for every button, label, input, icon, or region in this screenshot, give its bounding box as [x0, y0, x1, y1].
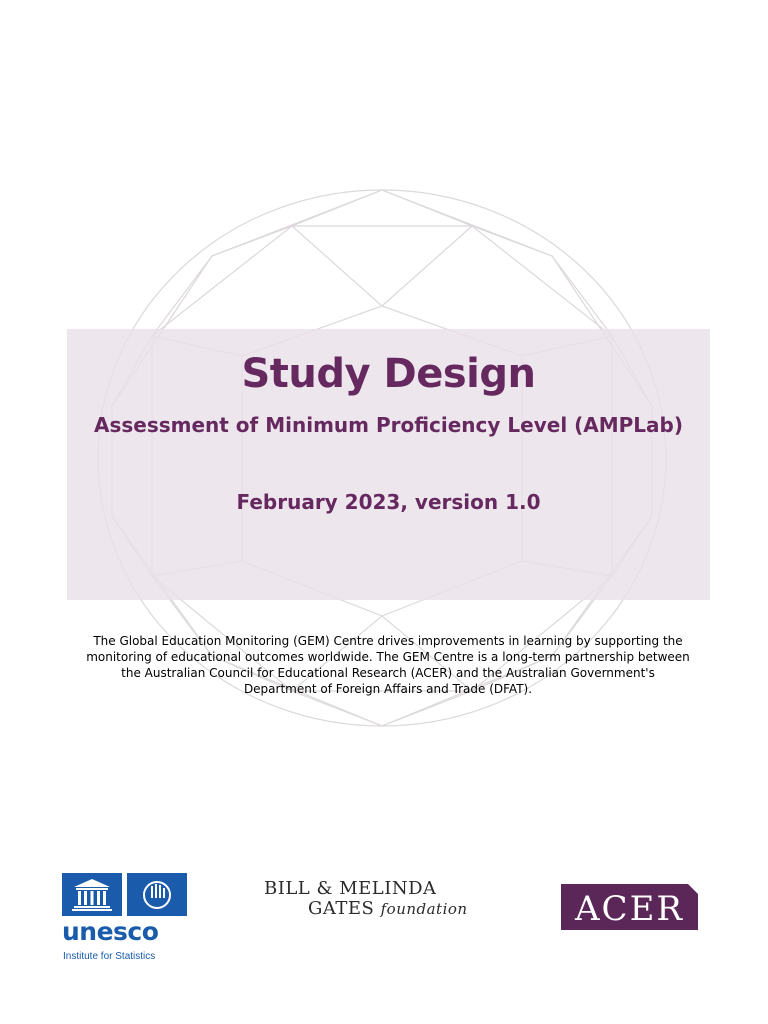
unesco-emblem [62, 873, 187, 916]
uis-hand-icon [127, 873, 187, 916]
gates-foundation-logo [262, 878, 468, 923]
unesco-wordmark: unesco [62, 917, 159, 946]
unesco-subtitle: Institute for Statistics [63, 951, 156, 962]
page-title: Study Design [241, 351, 536, 397]
unesco-logo [62, 873, 192, 965]
acer-logo [561, 884, 700, 930]
page-subtitle: Assessment of Minimum Proficiency Level (AMPLab) [93, 413, 684, 437]
gates-line1: BILL & MELINDA [264, 878, 437, 899]
gem-centre-blurb: The Global Education Monitoring (GEM) Centre drives improvements in learning by supporting the monitoring of educational outcomes worldwide. The GEM Centre is a long-term partnership between the Australian Council for Educational Research (ACER) and the Australian Government's Department of Foreign Affairs and Trade (DFAT). [86, 634, 690, 696]
gates-line2 [308, 898, 468, 919]
gates-foundation-word: foundation [380, 900, 468, 918]
gates-name: GATES [308, 898, 375, 919]
date-version: February 2023, version 1.0 [236, 490, 541, 514]
acer-wordmark: ACER [575, 889, 684, 929]
unesco-temple-icon [62, 873, 122, 916]
title-band [67, 329, 710, 600]
